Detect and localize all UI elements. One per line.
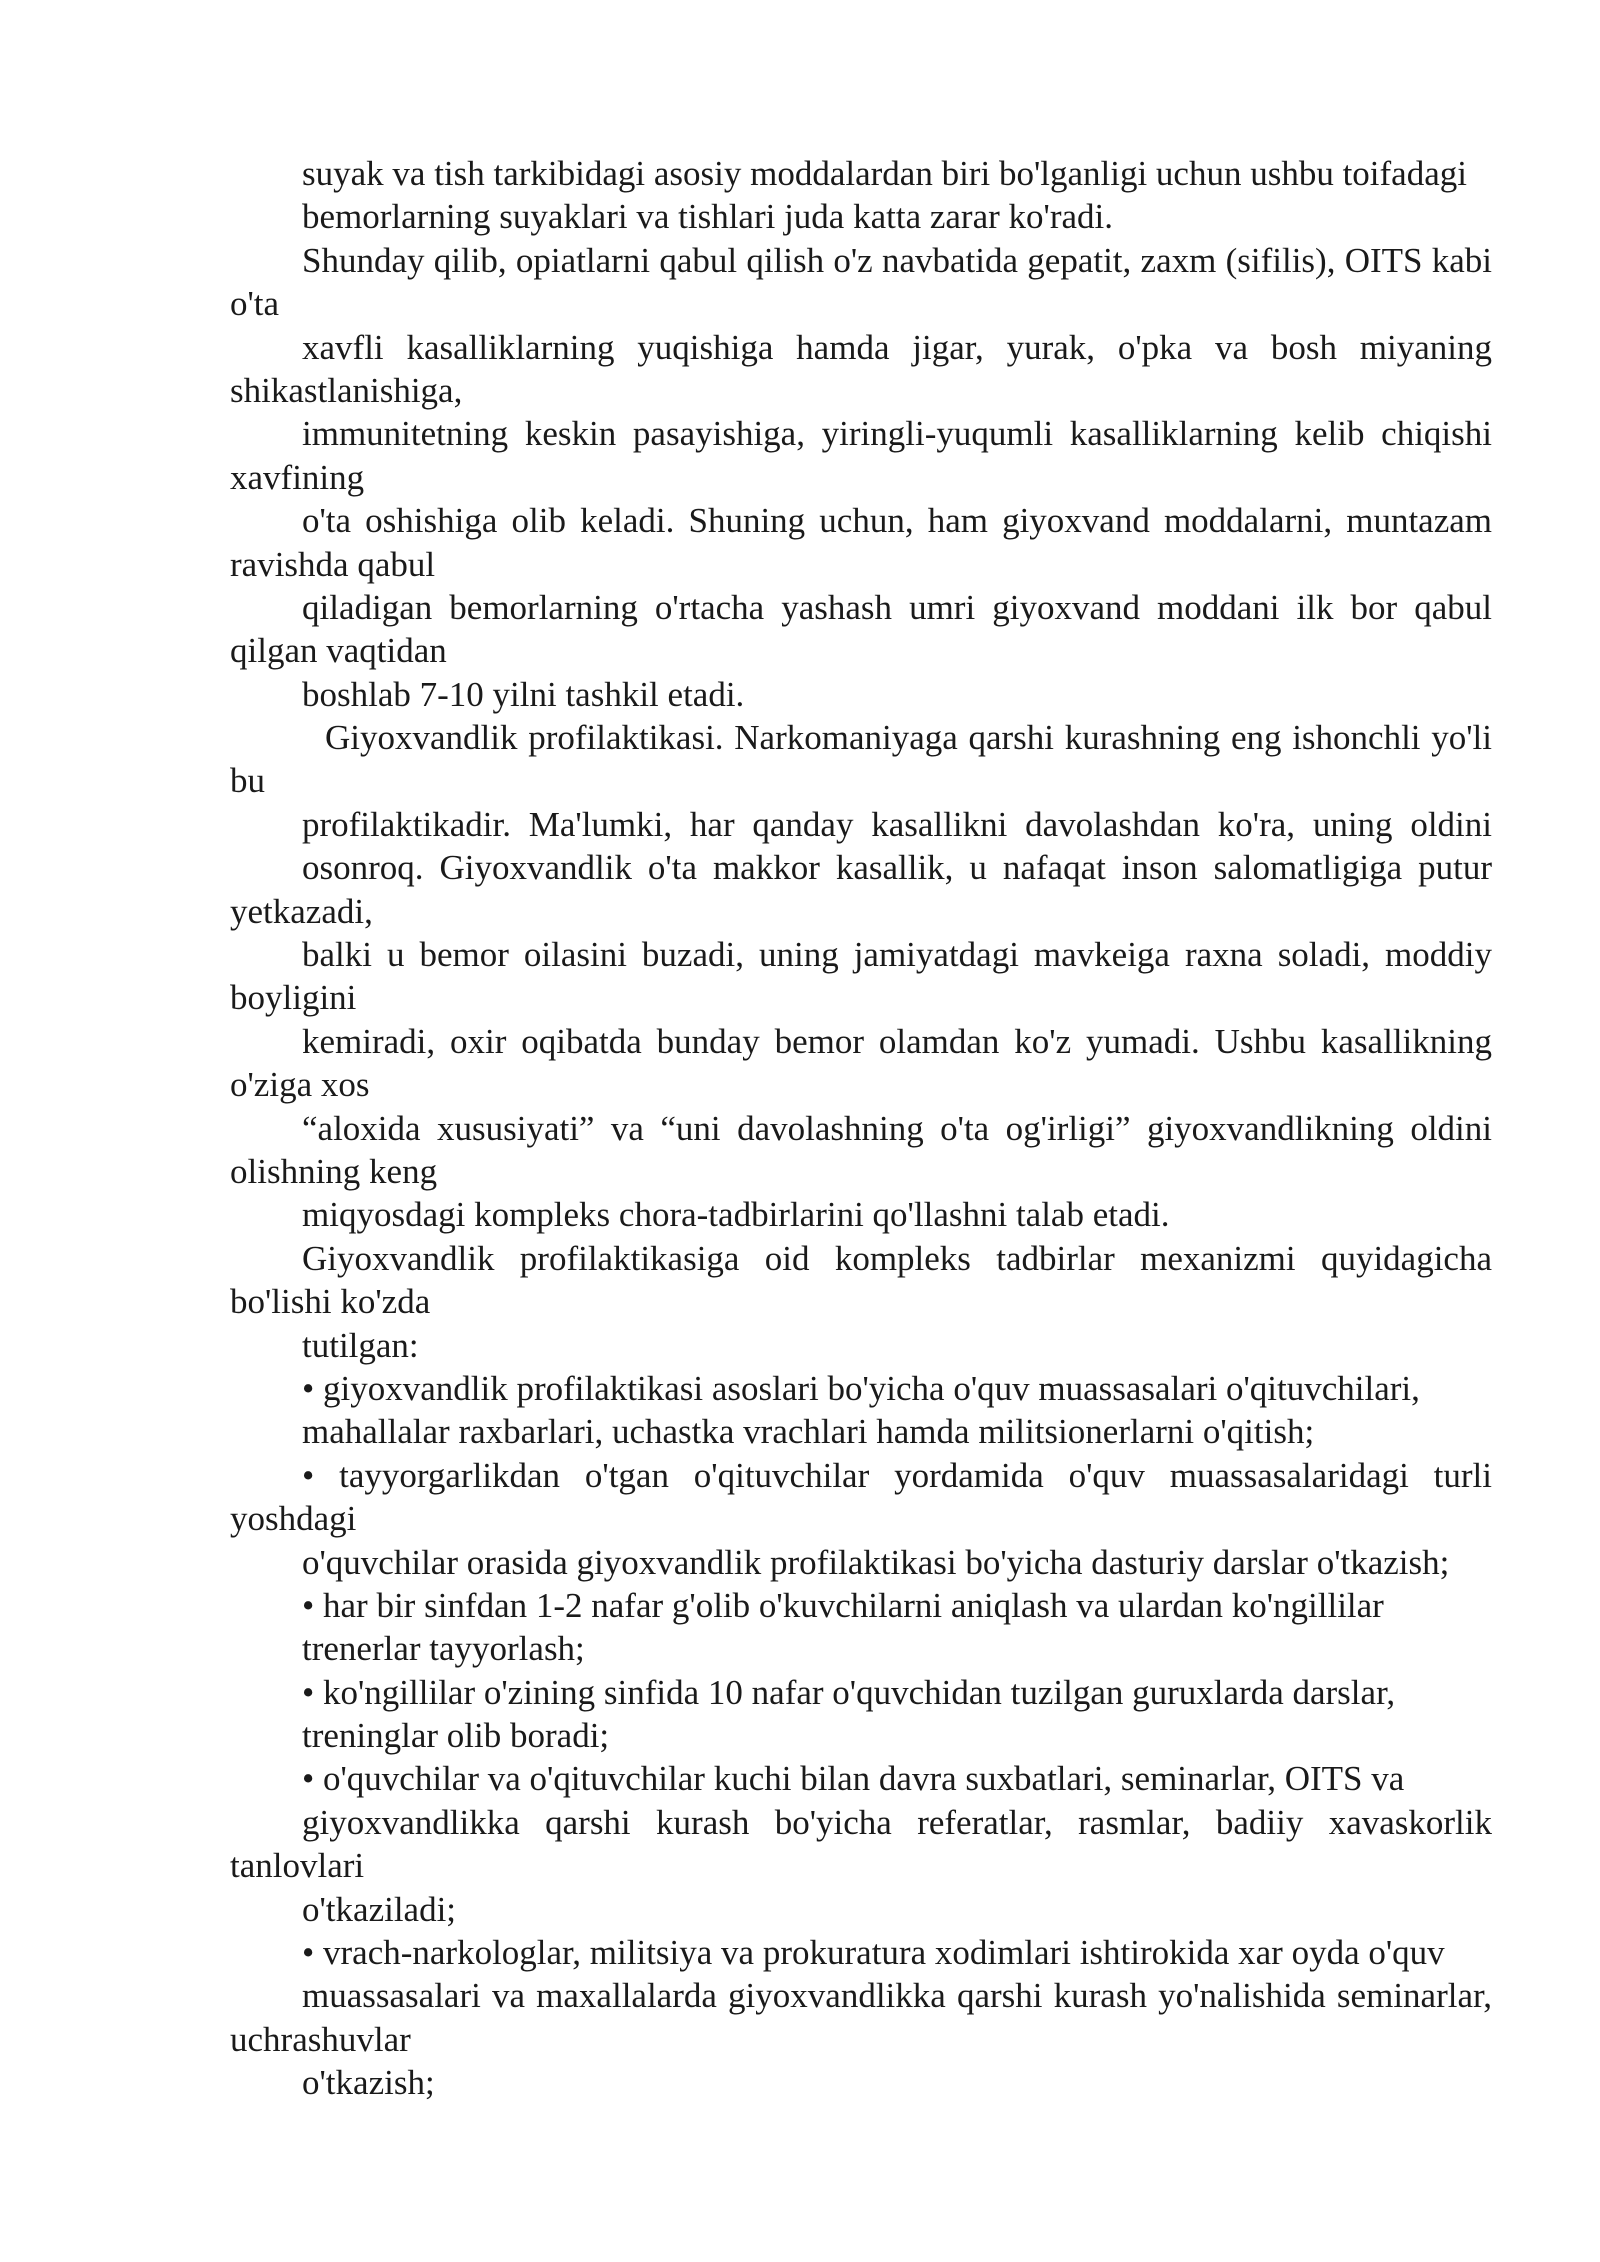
text-line: kemiradi, oxir oqibatda bunday bemor olamdan ko'z yumadi. Ushbu kasallikning: [302, 1021, 1492, 1061]
text-line: o'ziga xos: [230, 1065, 370, 1105]
text-line: muassasalari va maxallalarda giyoxvandlikka qarshi kurash yo'nalishida seminarlar,: [302, 1976, 1492, 2016]
text-line: qiladigan bemorlarning o'rtacha yashash umri giyoxvand moddani ilk bor qabul: [302, 587, 1492, 627]
text-line: miqyosdagi kompleks chora-tadbirlarini qo'llashni talab etadi.: [302, 1195, 1170, 1235]
text-line: trenerlar tayyorlash;: [302, 1629, 585, 1669]
text-line: suyak va tish tarkibidagi asosiy moddalardan biri bo'lganligi uchun ushbu toifadagi: [302, 154, 1467, 193]
bullet-item: • tayyorgarlikdan o'tgan o'qituvchilar yordamida o'quv muassasalaridagi turli: [302, 1455, 1492, 1495]
text-line: o'tkazish;: [302, 2063, 435, 2103]
text-line: giyoxvandlikka qarshi kurash bo'yicha referatlar, rasmlar, badiiy xavaskorlik: [302, 1802, 1492, 1842]
bullet-item: • o'quvchilar va o'qituvchilar kuchi bilan davra suxbatlari, seminarlar, OITS va: [302, 1759, 1405, 1799]
text-line: yetkazadi,: [230, 891, 373, 931]
document-page: [230, 152, 1492, 2105]
text-line: o'quvchilar orasida giyoxvandlik profilaktikasi bo'yicha dasturiy darslar o'tkazish;: [302, 1542, 1450, 1582]
text-line: mahallalar raxbarlari, uchastka vrachlari hamda militsionerlarni o'qitish;: [302, 1412, 1315, 1452]
text-line: uchrashuvlar: [230, 2019, 411, 2059]
bullet-item: • vrach-narkologlar, militsiya va prokuratura xodimlari ishtirokida xar oyda o'quv: [302, 1933, 1445, 1973]
text-line: tanlovlari: [230, 1846, 365, 1886]
text-line: o'ta oshishiga olib keladi. Shuning uchun, ham giyoxvand moddalarni, muntazam: [302, 501, 1492, 541]
text-line: bo'lishi ko'zda: [230, 1282, 431, 1322]
text-line: treninglar olib boradi;: [302, 1716, 610, 1756]
bullet-item: • har bir sinfdan 1-2 nafar g'olib o'kuvchilarni aniqlash va ulardan ko'ngillilar: [302, 1585, 1384, 1625]
text-line: bu: [230, 761, 265, 801]
text-line: “aloxida xususiyati” va “uni davolashning o'ta og'irligi” giyoxvandlikning oldini: [302, 1108, 1492, 1148]
section-heading-line: Giyoxvandlik profilaktikasi. Narkomaniyaga qarshi kurashning eng ishonchli yo'li: [325, 718, 1492, 758]
bullet-item: • ko'ngillilar o'zining sinfida 10 nafar o'quvchidan tuzilgan guruxlarda darslar,: [302, 1672, 1396, 1712]
text-line: qilgan vaqtidan: [230, 631, 447, 671]
text-line: tutilgan:: [302, 1325, 419, 1365]
text-line: yoshdagi: [230, 1499, 357, 1539]
text-line: profilaktikadir. Ma'lumki, har qanday kasallikni davolashdan ko'ra, uning oldini: [302, 804, 1492, 844]
text-line: balki u bemor oilasini buzadi, uning jamiyatdagi mavkeiga raxna soladi, moddiy: [302, 935, 1492, 975]
text-line: olishning keng: [230, 1151, 438, 1191]
text-line: osonroq. Giyoxvandlik o'ta makkor kasallik, u nafaqat inson salomatligiga putur: [302, 848, 1492, 888]
bullet-item: • giyoxvandlik profilaktikasi asoslari bo'yicha o'quv muassasalari o'qituvchilari,: [302, 1368, 1420, 1408]
text-line: xavfli kasalliklarning yuqishiga hamda jigar, yurak, o'pka va bosh miyaning: [302, 327, 1492, 367]
text-line: shikastlanishiga,: [230, 370, 463, 410]
text-line: o'tkaziladi;: [302, 1889, 457, 1929]
text-line: xavfining: [230, 457, 365, 497]
text-line: boyligini: [230, 978, 357, 1018]
text-line: Giyoxvandlik profilaktikasiga oid kompleks tadbirlar mexanizmi quyidagicha: [302, 1238, 1492, 1278]
text-line: Shunday qilib, opiatlarni qabul qilish o'z navbatida gepatit, zaxm (sifilis), OITS kabi: [302, 240, 1492, 280]
text-line: bemorlarning suyaklari va tishlari juda katta zarar ko'radi.: [302, 197, 1113, 237]
text-line: ravishda qabul: [230, 544, 436, 584]
text-line: immunitetning keskin pasayishiga, yiringli-yuqumli kasalliklarning kelib chiqishi: [302, 414, 1492, 454]
text-line: boshlab 7-10 yilni tashkil etadi.: [302, 674, 745, 714]
text-line: o'ta: [230, 284, 280, 324]
